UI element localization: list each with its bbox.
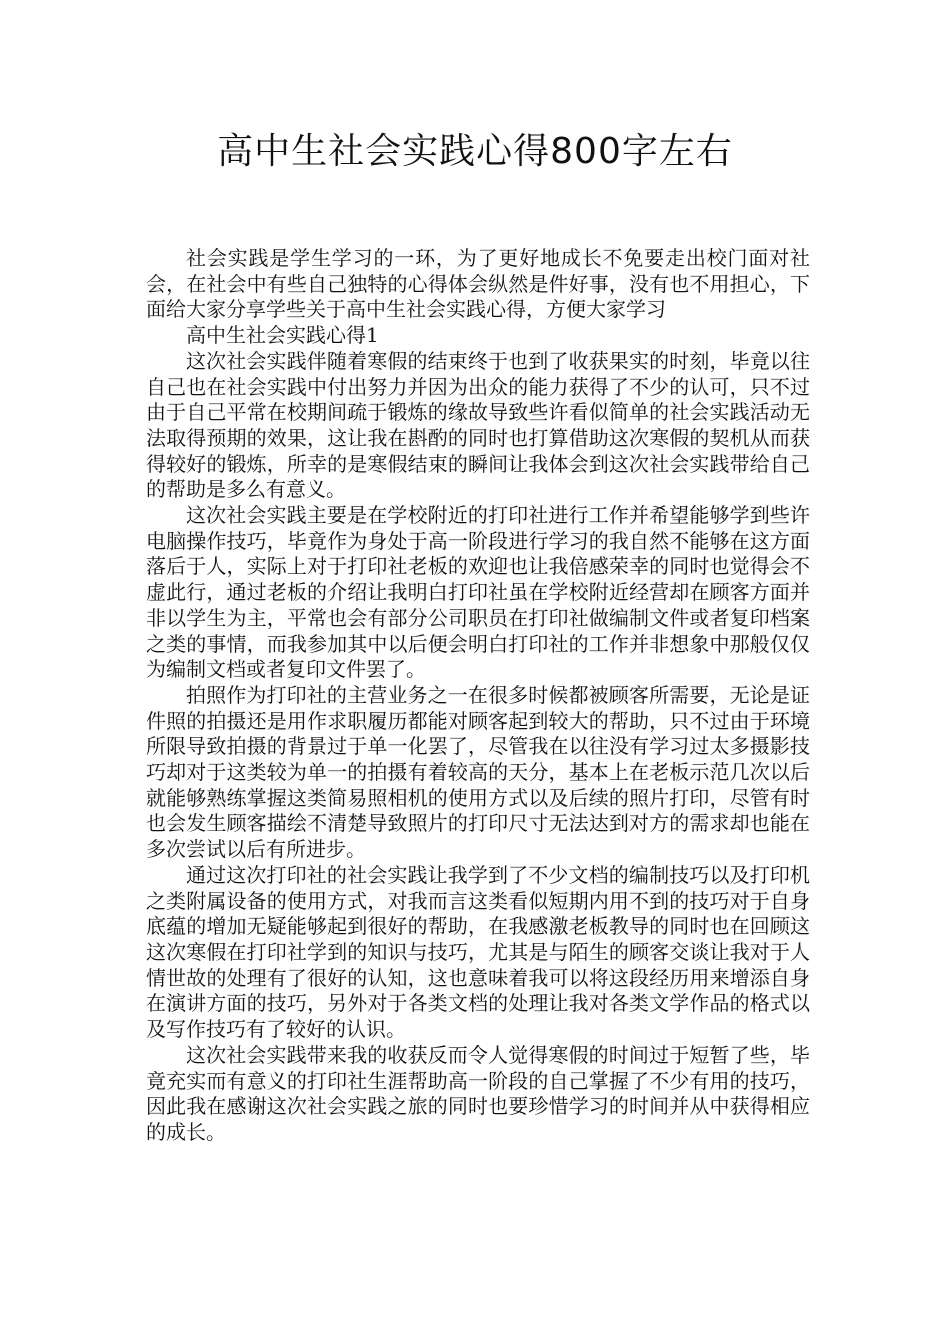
body-paragraph: 这次社会实践主要是在学校附近的打印社进行工作并希望能够学到些许电脑操作技巧，毕竟作为身处于高一阶段进行学习的我自然不能够在这方面落后于人，实际上对于打印社老板的欢迎也让我倍感荣幸的同时也觉得会不虚此行，通过老板的介绍让我明白打印社虽在学校附近经营却在顾客方面并非以学生为主，平常也会有部分公司职员在打印社做编制文件或者复印档案之类的事情，而我参加其中以后便会明白打印社的工作并非想象中那般仅仅为编制文档或者复印文件罢了。 [146, 503, 810, 682]
document-title: 高中生社会实践心得800字左右 [217, 131, 733, 172]
body-paragraph: 通过这次打印社的社会实践让我学到了不少文档的编制技巧以及打印机之类附属设备的使用方式，对我而言这类看似短期内用不到的技巧对于自身底蕴的增加无疑能够起到很好的帮助，在我感激老板教导的同时也在回顾这这次寒假在打印社学到的知识与技巧，尤其是与陌生的顾客交谈让我对于人情世故的处理有了很好的认知，这也意味着我可以将这段经历用来增添自身在演讲方面的技巧，另外对于各类文档的处理让我对各类文学作品的格式以及写作技巧有了较好的认识。 [146, 862, 810, 1042]
body-paragraph: 拍照作为打印社的主营业务之一在很多时候都被顾客所需要，无论是证件照的拍摄还是用作求职履历都能对顾客起到较大的帮助，只不过由于环境所限导致拍摄的背景过于单一化罢了，尽管我在以往没有学习过太多摄影技巧却对于这类较为单一的拍摄有着较高的天分，基本上在老板示范几次以后就能够熟练掌握这类简易照相机的使用方式以及后续的照片打印，尽管有时也会发生顾客描绘不清楚导致照片的打印尺寸无法达到对方的需求却也能在多次尝试以后有所进步。 [146, 682, 810, 862]
section-heading: 高中生社会实践心得1 [186, 323, 379, 348]
body-paragraph: 这次社会实践带来我的收获反而令人觉得寒假的时间过于短暂了些，毕竟充实而有意义的打印社生涯帮助高一阶段的自己掌握了不少有用的技巧，因此我在感谢这次社会实践之旅的同时也要珍惜学习的时间并从中获得相应的成长。 [146, 1042, 810, 1144]
document-body [146, 246, 810, 1146]
intro-paragraph: 社会实践是学生学习的一环，为了更好地成长不免要走出校门面对社会，在社会中有些自己独特的心得体会纵然是件好事，没有也不用担心，下面给大家分享学些关于高中生社会实践心得，方便大家学习 [146, 246, 810, 322]
body-paragraph: 这次社会实践伴随着寒假的结束终于也到了收获果实的时刻，毕竟以往自己也在社会实践中付出努力并因为出众的能力获得了不少的认可，只不过由于自己平常在校期间疏于锻炼的缘故导致些许看似简单的社会实践活动无法取得预期的效果，这让我在斟酌的同时也打算借助这次寒假的契机从而获得较好的锻炼，所幸的是寒假结束的瞬间让我体会到这次社会实践带给自己的帮助是多么有意义。 [146, 348, 810, 502]
